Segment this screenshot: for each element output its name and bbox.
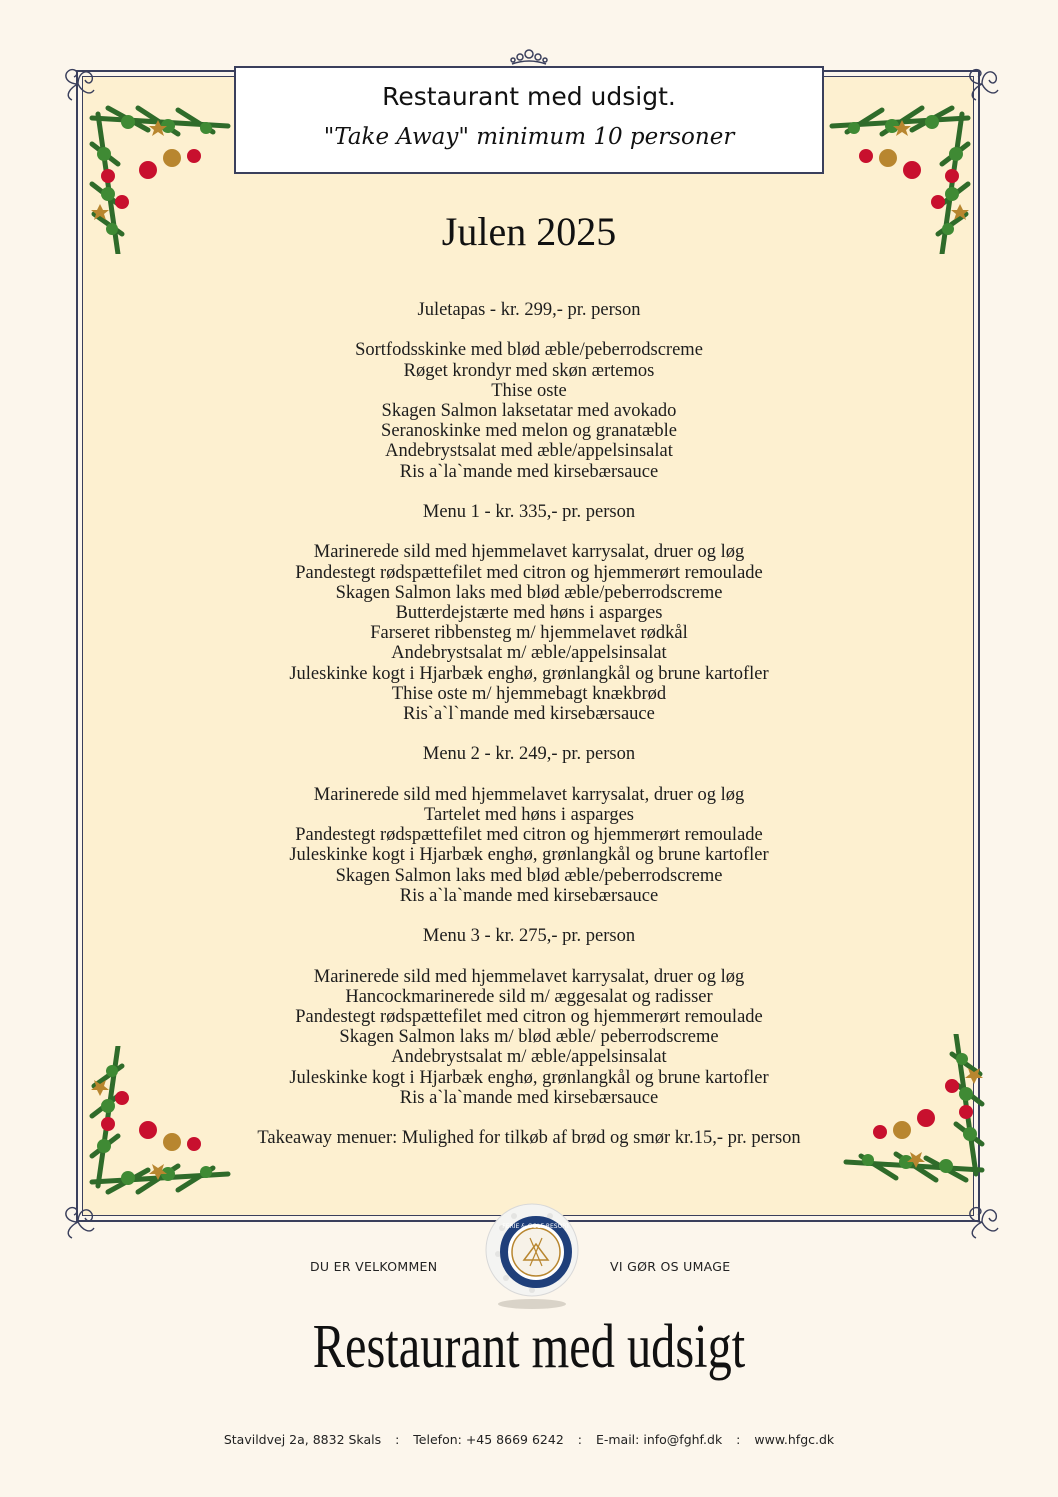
menu-item: Ris`a`l`mande med kirsebærsauce: [403, 704, 655, 725]
menu-item: Pandestegt rødspættefilet med citron og hjemmerørt remoulade: [295, 1007, 763, 1027]
menu-item: Røget krondyr med skøn ærtemos: [403, 360, 655, 381]
tagline-left: DU ER VELKOMMEN: [310, 1259, 438, 1274]
separator: :: [736, 1432, 741, 1447]
menu-item: Ris a`la`mande med kirsebærsauce: [399, 1087, 659, 1108]
separator: :: [395, 1432, 400, 1447]
menu-item: Butterdejstærte med høns i asparges: [395, 603, 663, 623]
menu-item: Sortfodsskinke med blød æble/peberrodscreme: [355, 340, 703, 361]
contact-info: [0, 1432, 1058, 1447]
menu-section-title: Juletapas - kr. 299,- pr. person: [417, 300, 641, 320]
page-title: Julen 2025: [441, 209, 617, 254]
menu-section: [100, 926, 958, 1108]
tagline-right: VI GØR OS UMAGE: [610, 1259, 731, 1274]
header-title: Restaurant med udsigt.: [382, 82, 676, 111]
menu-item: Seranoskinke med melon og granatæble: [381, 421, 677, 442]
email[interactable]: E-mail: info@fghf.dk: [595, 1432, 723, 1447]
golf-ball-logo-icon: [484, 1198, 580, 1312]
menu-item: Pandestegt rødspættefilet med citron og hjemmerørt remoulade: [295, 562, 763, 583]
menu-item: Juleskinke kogt i Hjarbæk enghø, grønlangkål og brune kartofler: [289, 1067, 769, 1088]
menu-item: Juleskinke kogt i Hjarbæk enghø, grønlangkål og brune kartofler: [289, 845, 769, 866]
menu-section-title: Menu 1 - kr. 335,- pr. person: [422, 502, 636, 522]
header-banner: [234, 66, 824, 174]
header-subtitle: "Take Away" minimum 10 personer: [323, 124, 735, 150]
menu-item: Thise oste m/ hjemmebagt knækbrød: [391, 683, 667, 704]
phone: Telefon: +45 8669 6242: [413, 1432, 564, 1447]
menu-item: Pandestegt rødspættefilet med citron og hjemmerørt remoulade: [295, 825, 763, 846]
menu-item: Tartelet med høns i asparges: [423, 805, 635, 825]
logo-text: FERIE & GOLF RESORT: [502, 1223, 570, 1230]
menu-section-title: Menu 2 - kr. 249,- pr. person: [422, 744, 636, 765]
menu-item: Marinerede sild med hjemmelavet karrysalat, druer og løg: [313, 784, 745, 805]
menu-item: Skagen Salmon laksetatar med avokado: [381, 401, 677, 421]
menu-list: [100, 300, 958, 1148]
swirl-ornament-icon: [58, 64, 98, 104]
menu-item: Farseret ribbensteg m/ hjemmelavet rødkål: [370, 623, 688, 644]
swirl-ornament-icon: [962, 1202, 1002, 1242]
menu-item: Hancockmarinerede sild m/ æggesalat og radisser: [345, 986, 713, 1007]
menu-item: Skagen Salmon laks med blød æble/peberrodscreme: [335, 865, 723, 886]
website-link[interactable]: www.hfgc.dk: [754, 1432, 835, 1447]
swirl-ornament-icon: [962, 64, 1002, 104]
menu-item: Marinerede sild med hjemmelavet karrysalat, druer og løg: [313, 542, 745, 563]
swirl-ornament-icon: [58, 1202, 98, 1242]
menu-item: Andebrystsalat m/ æble/appelsinsalat: [391, 1047, 667, 1068]
menu-item: Marinerede sild med hjemmelavet karrysalat, druer og løg: [313, 966, 745, 987]
menu-section: [100, 502, 958, 724]
separator: :: [577, 1432, 582, 1447]
menu-section: [100, 744, 958, 906]
menu-item: Thise oste: [491, 380, 567, 401]
menu-section-title: Menu 3 - kr. 275,- pr. person: [422, 926, 636, 947]
menu-item: Skagen Salmon laks med blød æble/peberrodscreme: [335, 582, 723, 603]
menu-item: Juleskinke kogt i Hjarbæk enghø, grønlangkål og brune kartofler: [289, 663, 769, 684]
address: Stavildvej 2a, 8832 Skals: [223, 1432, 382, 1447]
takeaway-note: Takeaway menuer: Mulighed for tilkøb af brød og smør kr.15,- pr. person: [257, 1128, 801, 1149]
menu-section: [100, 300, 958, 482]
crown-ornament-icon: [508, 46, 550, 68]
menu-item: Andebrystsalat m/ æble/appelsinsalat: [391, 643, 667, 664]
menu-item: Ris a`la`mande med kirsebærsauce: [399, 885, 659, 906]
footer-brand: Restaurant med udsigt: [312, 1313, 746, 1381]
menu-item: Skagen Salmon laks m/ blød æble/ peberrodscreme: [339, 1027, 719, 1048]
menu-item: Ris a`la`mande med kirsebærsauce: [399, 461, 659, 482]
menu-item: Andebrystsalat med æble/appelsinsalat: [385, 441, 673, 462]
